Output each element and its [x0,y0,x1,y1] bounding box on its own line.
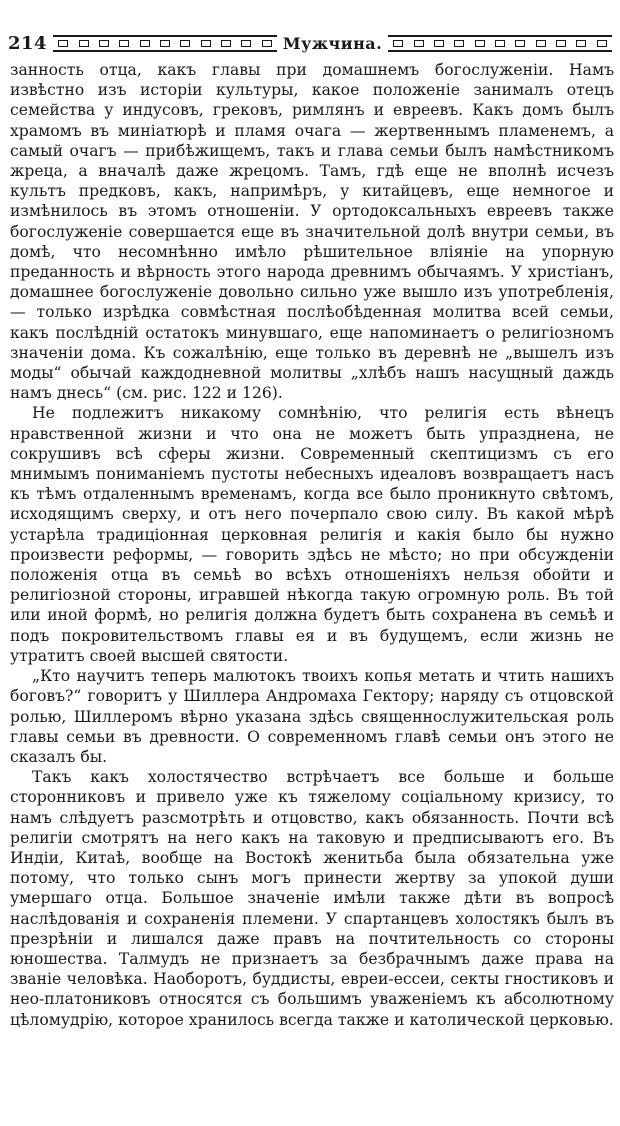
page-header [8,32,612,54]
header-ornament-right [388,35,612,52]
paragraph-3: „Кто научитъ теперь малютокъ твоихъ копья метать и чтить нашихъ боговъ?“ говоритъ у Шиллера Андромаха Гектору; наряду съ отцовской ролью, Шиллеромъ вѣрно указана здѣсь священнослужительская роль главы семьи въ древности. О современномъ главѣ семьи онъ этого не сказалъ бы. [10,667,614,766]
page-body [10,60,614,1030]
paragraph-1: занность отца, какъ главы при домашнемъ богослуженіи. Намъ извѣстно изъ исторіи культуры, какое положеніе занималъ отецъ семейства у индусовъ, грековъ, римлянъ и евреевъ. Какъ домъ былъ храмомъ въ миніатюрѣ и пламя очага — жертвеннымъ пламенемъ, а самый очагъ — прибѣжищемъ, такъ и глава семьи былъ намѣстникомъ жреца, а вначалѣ даже жрецомъ. Тамъ, гдѣ еще не вполнѣ исчезъ культъ предковъ, какъ, напримѣръ, у китайцевъ, еще немногое и измѣнилось въ этомъ отношеніи. У ортодоксальныхъ евреевъ также богослуженіе совершается еще въ значительной долѣ внутри семьи, въ домѣ, что несомнѣнно имѣло рѣшительное вліяніе на упорную преданность и вѣрность этого народа древнимъ обычаямъ. У христіанъ, домашнее богослуженіе довольно сильно уже вышло изъ употребленія, — только изрѣдка совмѣстная послѣобѣденная молитва всей семьи, какъ послѣдній остатокъ минувшаго, еще напоминаетъ о религіозномъ значеніи дома. Къ сожалѣнію, еще только въ деревнѣ не „вышелъ изъ моды“ обычай каждодневной молитвы „хлѣбъ нашъ насущный даждь намъ днесь“ (см. рис. 122 и 126). [10,61,614,403]
running-title: Мужчина. [282,33,383,53]
paragraph-4: Такъ какъ холостячество встрѣчаетъ все больше и больше сторонниковъ и привело уже къ тяжелому соціальному кризису, то намъ слѣдуетъ разсмотрѣть и отцовство, какъ обязанность. Почти всѣ религіи смотрятъ на него какъ на таковую и предписываютъ его. Въ Индіи, Китаѣ, вообще на Востокѣ женитьба была обязательна уже потому, что только сынъ могъ принести жертву за упокой души умершаго отца. Большое значеніе имѣли также дѣти въ вопросѣ наслѣдованія и сохраненія племени. У спартанцевъ холостякъ былъ въ презрѣніи и лишался даже правъ на почтительность со стороны юношества. Талмудъ не признаетъ за безбрачнымъ даже права на званіе человѣка. Наоборотъ, буддисты, евреи-ессеи, секты гностиковъ и нео-платониковъ относятся съ большимъ уваженіемъ къ абсолютному цѣломудрію, которое хранилось всегда также и католической церковью. [10,768,614,1029]
page-number: 214 [8,32,48,54]
header-ornament-left [53,35,277,52]
paragraph-2: Не подлежитъ никакому сомнѣнію, что религія есть вѣнецъ нравственной жизни и что она не можетъ быть упразднена, не сокрушивъ всѣ сферы жизни. Современный скептицизмъ съ его мнимымъ пониманіемъ пустоты небесныхъ идеаловъ возвращаетъ насъ къ тѣмъ отдаленнымъ временамъ, когда все было проникнуто свѣтомъ, исходящимъ сверху, и отъ него почерпало свою силу. Въ какой мѣрѣ устарѣла традиціонная церковная религія и какія было бы нужно произвести реформы, — говорить здѣсь не мѣсто; но при обсужденіи положенія отца въ семьѣ во всѣхъ отношеніяхъ нельзя обойти и религіозной стороны, игравшей нѣкогда такую огромную роль. Въ той или иной формѣ, но религія должна будетъ быть сохранена въ семьѣ и подъ покровительствомъ главы ея и въ будущемъ, если жизнь не утратитъ своей высшей святости. [10,404,614,665]
